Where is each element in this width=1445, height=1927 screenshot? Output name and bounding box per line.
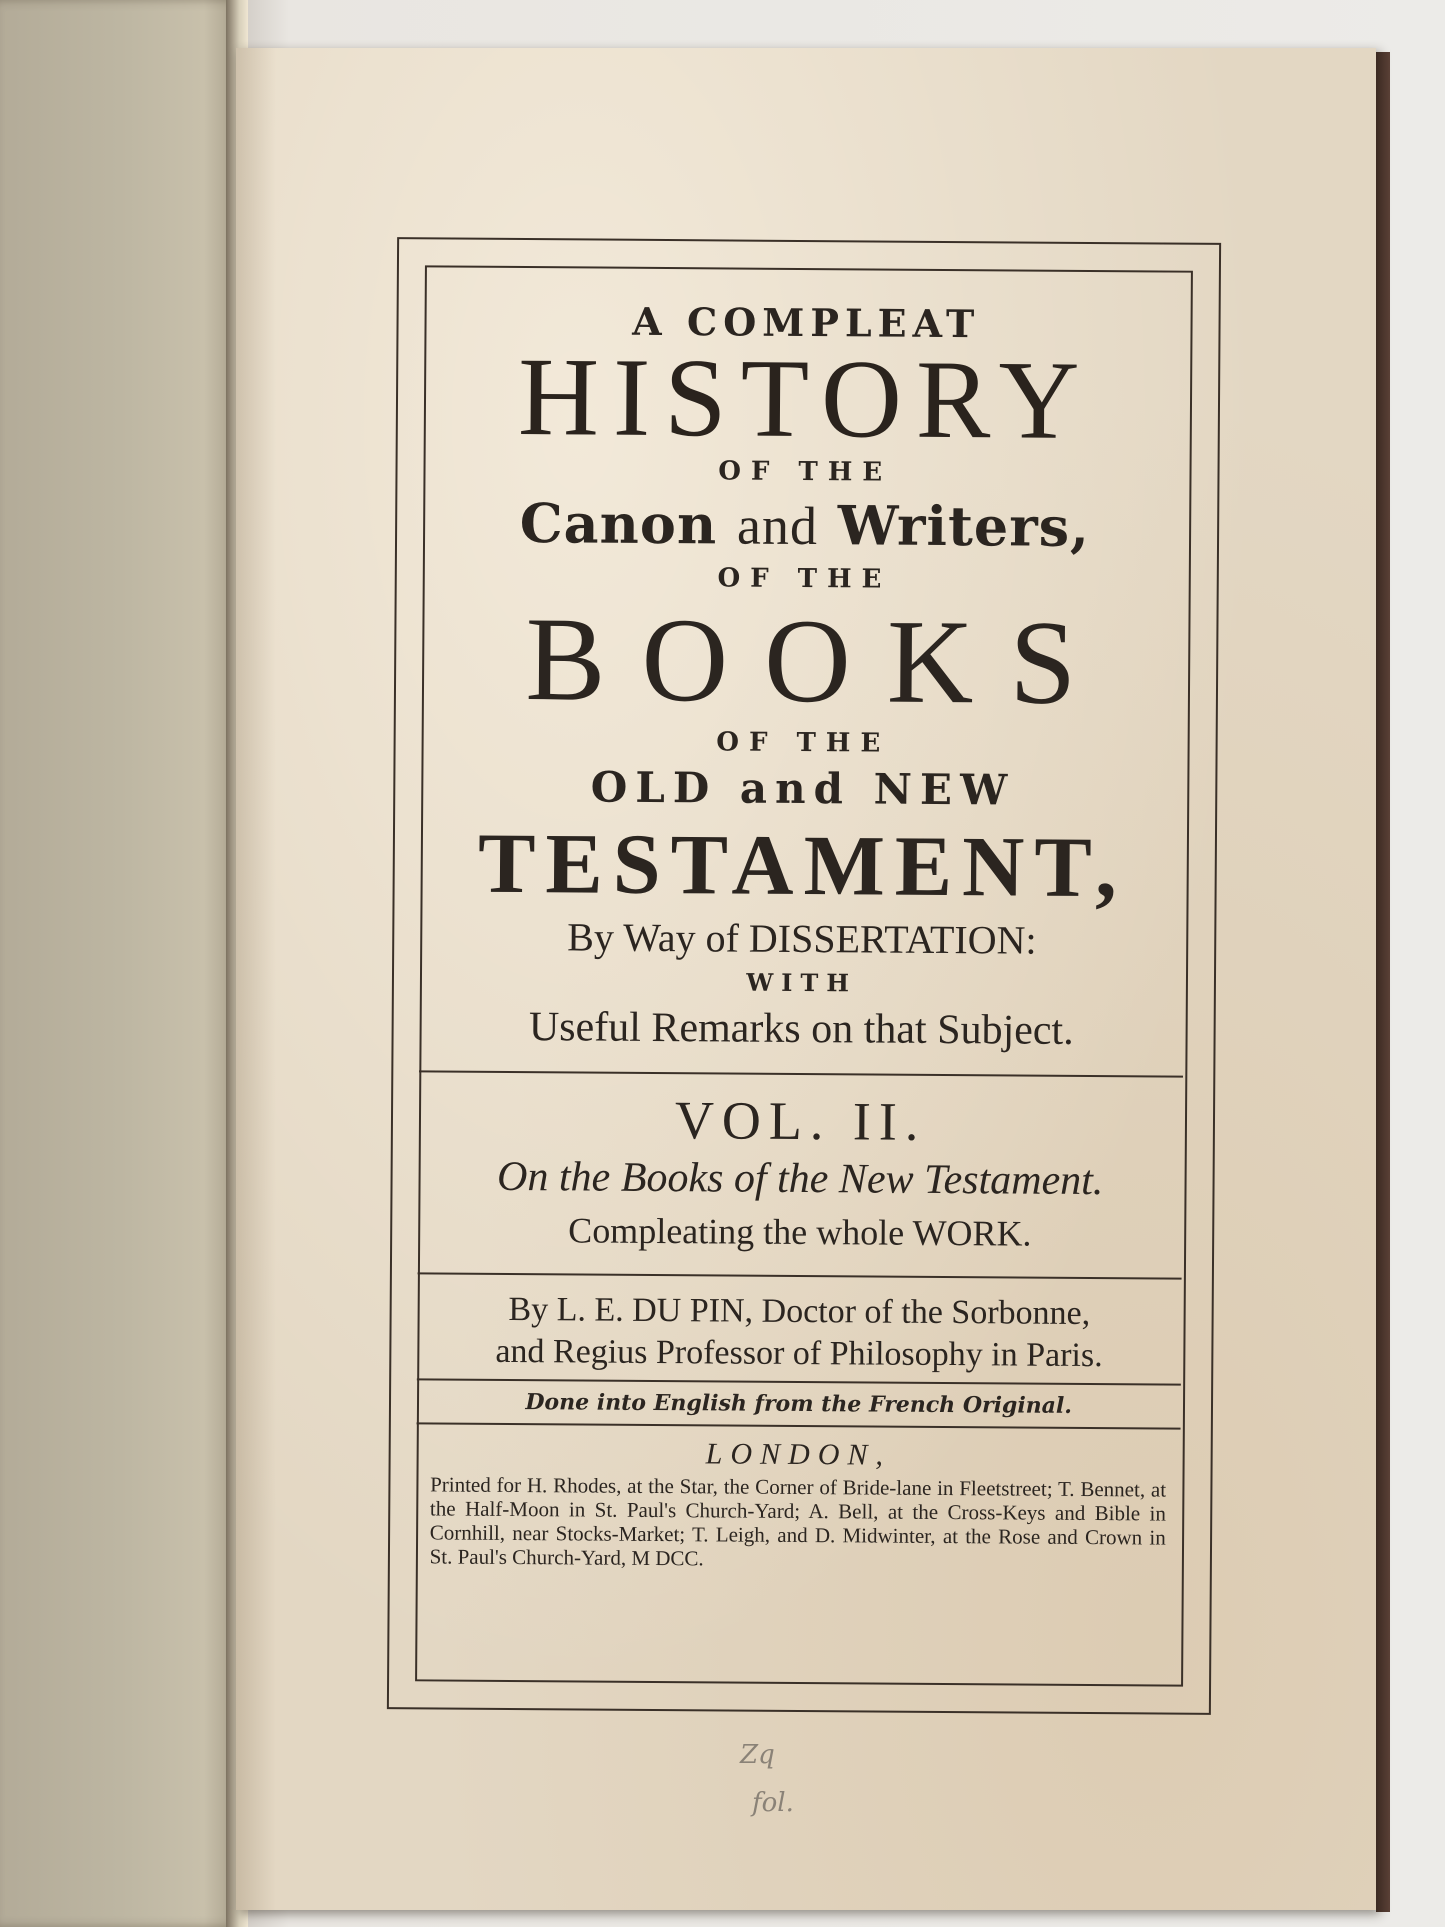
imprint-text: Printed for H. Rhodes, at the Star, the Corner of Bride-lane in Fleetstreet; T. Bennet, at the Half-Moon in St. Paul's Church-Yard; A. Bell, at the Cross-Keys and Bible in Cornhill, near Stocks-Market; T. Leigh, and D. Midwinter, at the Rose and Crown in St. Paul's Church-Yard, M DCC. bbox=[429, 1472, 1167, 1571]
title-line-books: BOOKS bbox=[525, 592, 1113, 730]
divider-rule bbox=[419, 1070, 1183, 1077]
title-line-useful-remarks: Useful Remarks on that Subject. bbox=[528, 1004, 1074, 1054]
title-line-of-the: OF THE bbox=[717, 563, 892, 595]
title-line-of-the: OF THE bbox=[718, 456, 893, 488]
title-line-compleat: A COMPLEAT bbox=[632, 298, 981, 347]
author-line-2: and Regius Professor of Philosophy in Paris. bbox=[495, 1332, 1103, 1375]
divider-rule bbox=[417, 1422, 1181, 1429]
title-line-of-the: OF THE bbox=[716, 727, 891, 759]
title-line-history: HISTORY bbox=[517, 335, 1094, 464]
left-endpaper bbox=[0, 0, 240, 1927]
imprint-city: LONDON, bbox=[705, 1437, 892, 1472]
translation-note: Done into English from the French Original. bbox=[525, 1389, 1073, 1419]
title-line-testament: TESTAMENT, bbox=[477, 814, 1128, 916]
pencil-note-2: fol. bbox=[752, 1788, 794, 1818]
title-page-text bbox=[416, 287, 1189, 1573]
volume-note: Compleating the whole WORK. bbox=[568, 1210, 1032, 1254]
title-line-by-way: By Way of DISSERTATION: bbox=[567, 914, 1037, 963]
volume-number: VOL. II. bbox=[674, 1090, 927, 1152]
title-line-old-new: OLD and NEW bbox=[590, 762, 1016, 815]
word-and: and bbox=[736, 495, 819, 557]
word-canon: Canon bbox=[519, 491, 718, 557]
author-line-1: By L. E. DU PIN, Doctor of the Sorbonne, bbox=[508, 1290, 1091, 1333]
pencil-note-1: Zq bbox=[740, 1740, 775, 1770]
word-writers: Writers, bbox=[837, 493, 1091, 559]
divider-rule bbox=[418, 1272, 1182, 1279]
title-line-canon-writers bbox=[423, 487, 1187, 563]
cover-edge bbox=[1376, 52, 1390, 1912]
title-line-with: WITH bbox=[746, 967, 858, 998]
volume-subject: On the Books of the New Testament. bbox=[496, 1153, 1104, 1205]
spine-shadow bbox=[236, 48, 276, 1910]
